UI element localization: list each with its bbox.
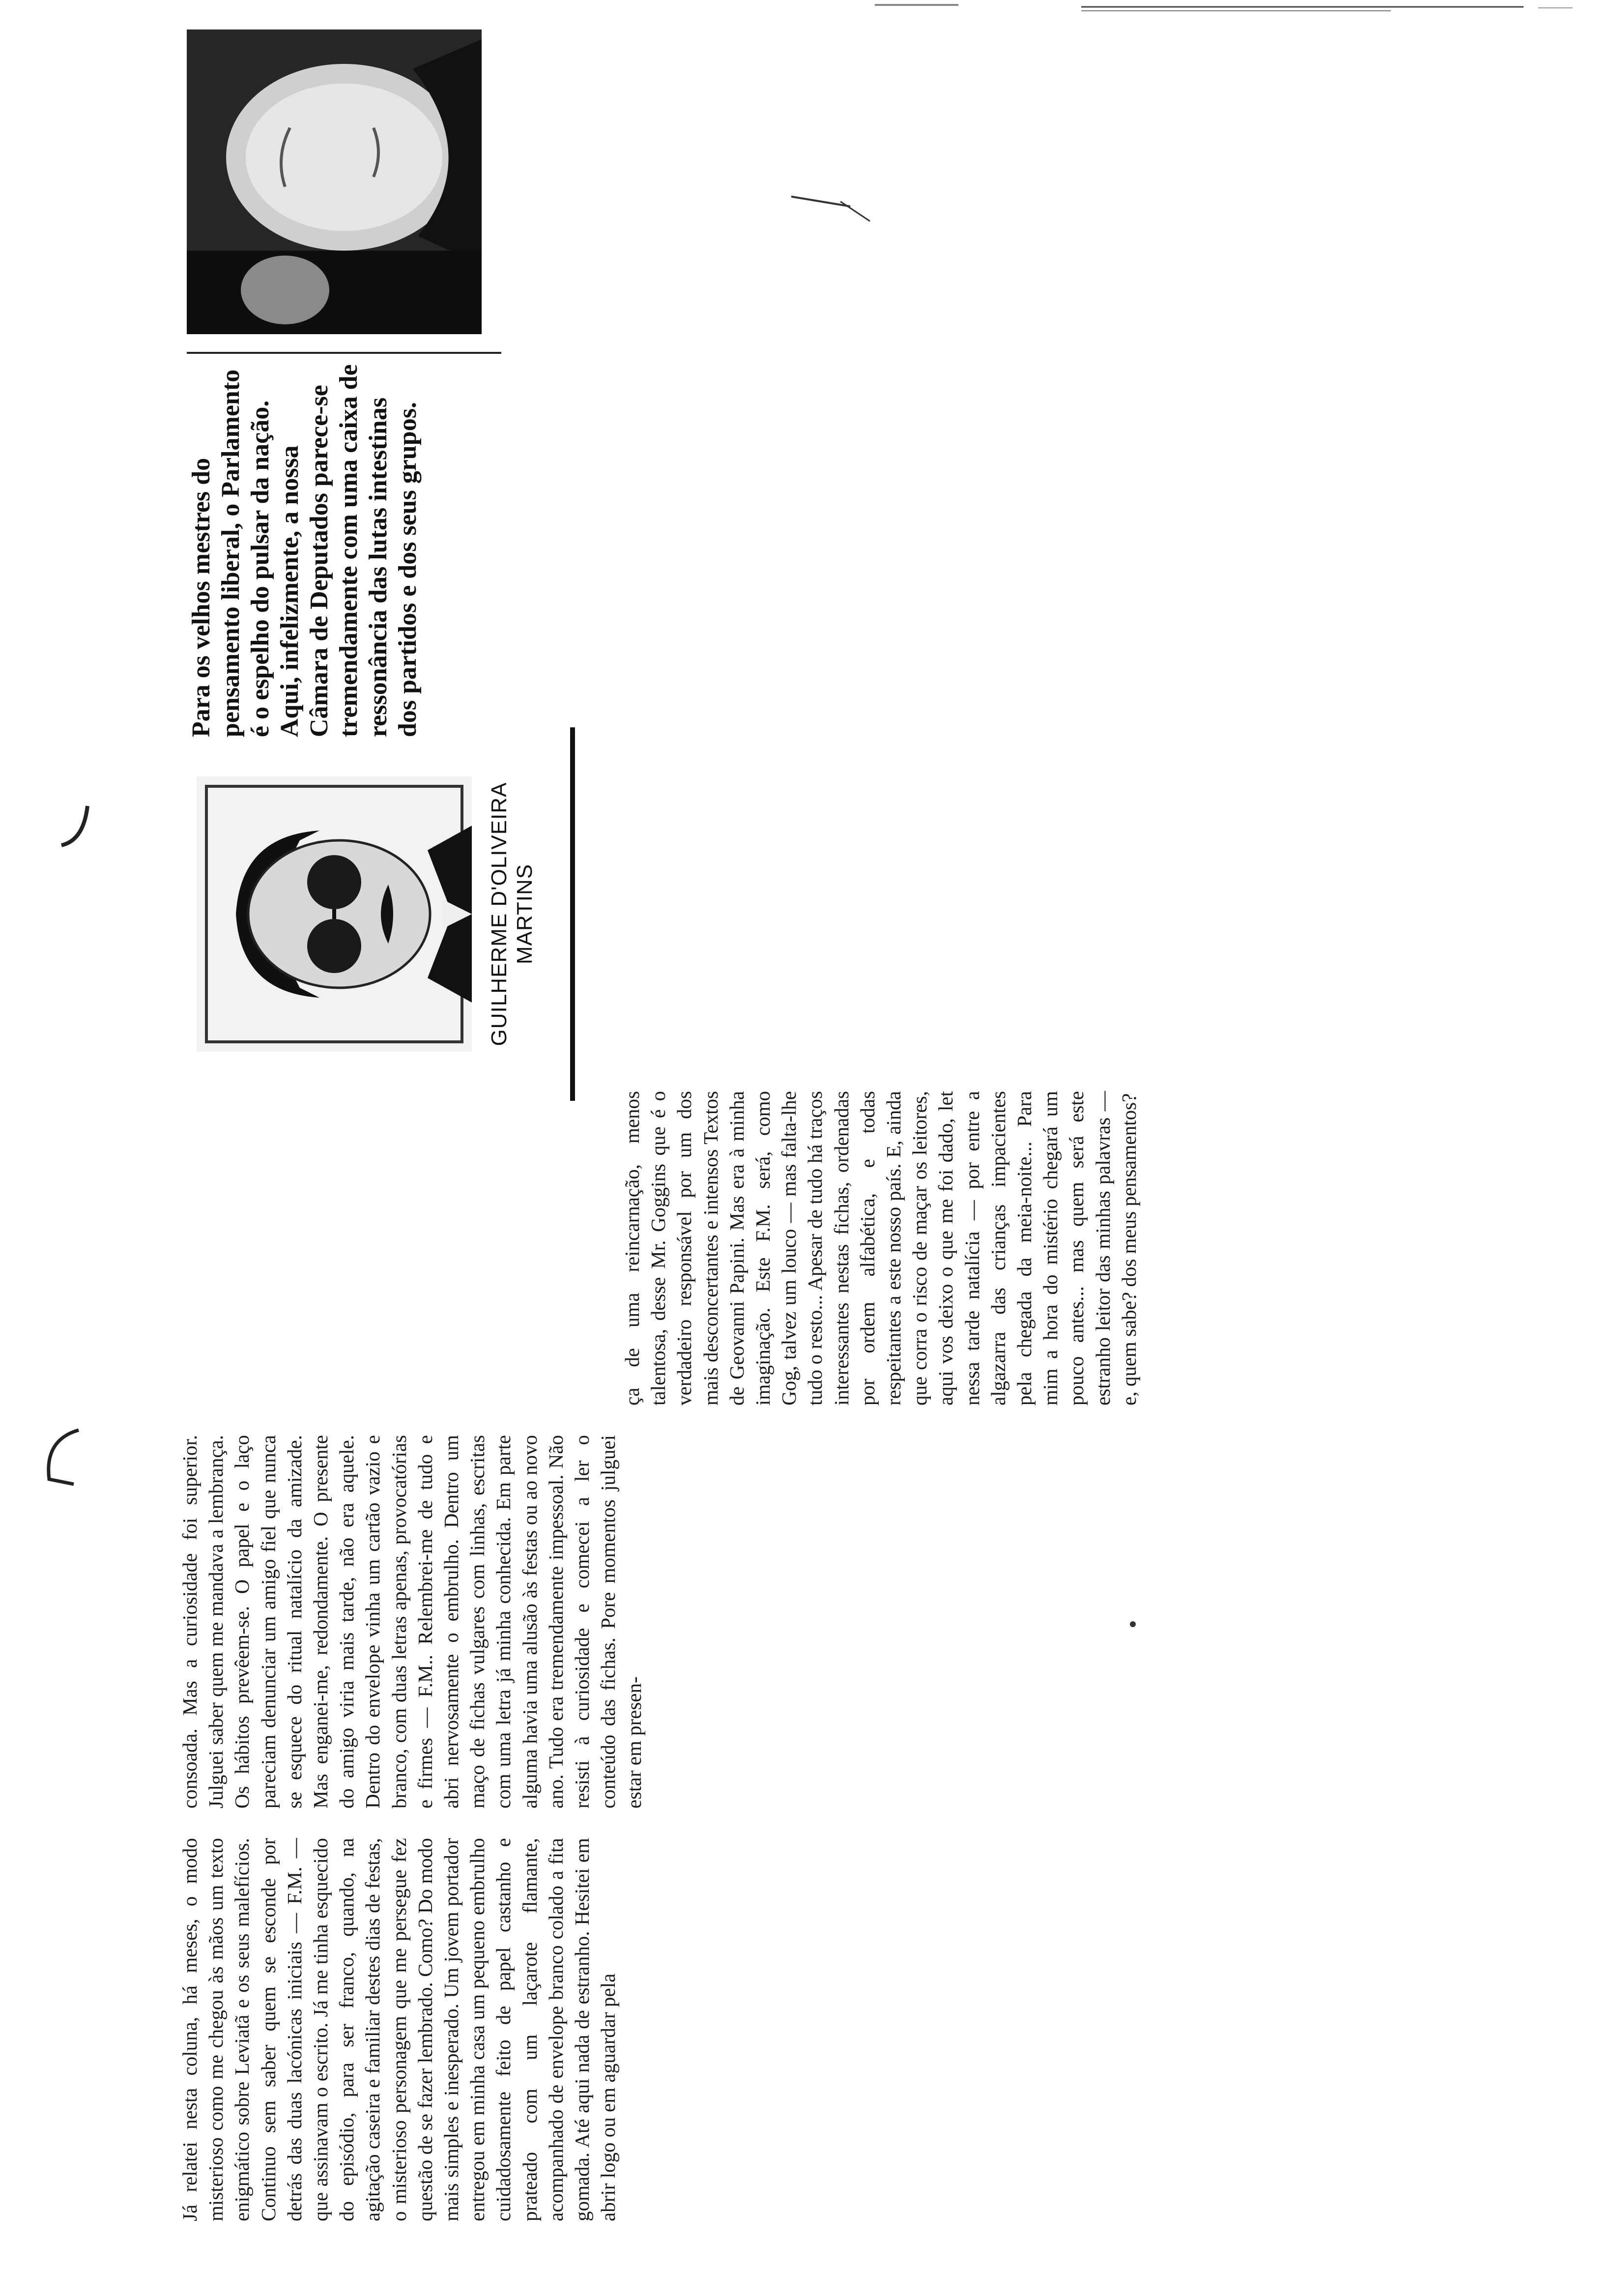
margin-mark-bracket-1 (59, 796, 98, 855)
pull-quote: Para os velhos mestres do pensamento liberal, o Parlamento é o espelho do pulsar da nação. Aqui, infelizmente, a nossa Câmara de Deputados parece-se tremendamente com uma caixa de ressonância das lutas intestinas dos partidos e dos seus grupos. (187, 364, 422, 737)
article-column-1: Já relatei nesta coluna, há meses, o modo misterioso como me chegou às mãos um texto enigmático sobre Leviatã e os seus malefícios. Continuo sem saber quem se esconde por detrás das duas lacónicas iniciais — F.M. — que assinavam o escrito. Já me tinha esquecido do episódio, para ser franco, quando, na agitação caseira e familiar destes dias de festas, o misterioso personagem que me persegue fez questão de se fazer lembrado. Como? Do modo mais simples e inesperado. Um jovem portador entregou em minha casa um pequeno embrulho cuidadosamente feito de papel castanho e prateado com um laçarote flamante, acompanhado de envelope branco colado a fita gomada. Até aqui nada de estranho. Hesitei em abrir logo ou em aguardar pela (178, 1838, 620, 2221)
author-portrait (197, 776, 472, 1052)
column-header (177, 29, 609, 1081)
article-column-2: consoada. Mas a curiosidade foi superior. Julguei saber quem me mandava a lembrança. Os hábitos prevêem-se. O papel e o laço pareciam denunciar um amigo fiel que nunca se esquece do ritual natalício da amizade. Mas enganei-me, redondamente. O presente do amigo viria mais tarde, não era aquele. Dentro do envelope vinha um cartão vazio e branco, com duas letras apenas, provocatórias e firmes — F.M.. Relembrei-me de tudo e abri nervosamente o embrulho. Dentro um maço de fichas vulgares com linhas, escritas com uma letra já minha conhecida. Em parte alguma havia uma alusão às festas ou ao novo ano. Tudo era tremendamente impessoal. Não resisti à curiosidade e comecei a ler o conteúdo das fichas. Pore momentos julguei estar em presen- (178, 1435, 646, 1808)
article-column-3: ça de uma reincarnação, menos talentosa, desse Mr. Goggins que é o verdadeiro responsável por um dos mais desconcertantes e intensos Textos de Geovanni Papini. Mas era à minha imaginação. Este F.M. será, como Gog, talvez um louco — mas falta-lhe tudo o resto... Apesar de tudo há traços interessantes nestas fichas, ordenadas por ordem alfabética, e todas respeitantes a este nosso país. E, ainda que corra o risco de maçar os leitores, aqui vos deixo o que me foi dado, let nessa tarde natalícia — por entre a algazarra das crianças impacientes pela chegada da meia-noite... Para mim a hora do mistério chegará um pouco antes... mas quem será este estranho leitor das minhas palavras — e, quem sabe? dos meus pensamentos? (621, 1091, 1140, 1406)
newspaper-clipping (177, 29, 1140, 2251)
author-byline (197, 776, 550, 1062)
clipping-content (177, 29, 1140, 2251)
author-name: GUILHERME D'OLIVEIRA MARTINS (487, 782, 537, 1046)
margin-mark-dot (1125, 1617, 1140, 1632)
parliament-photo (187, 29, 482, 334)
quote-divider (187, 352, 501, 354)
margin-mark-bracket-2 (39, 1425, 88, 1494)
byline-rule (570, 727, 575, 1101)
top-edge-scan-lines (875, 0, 1612, 15)
